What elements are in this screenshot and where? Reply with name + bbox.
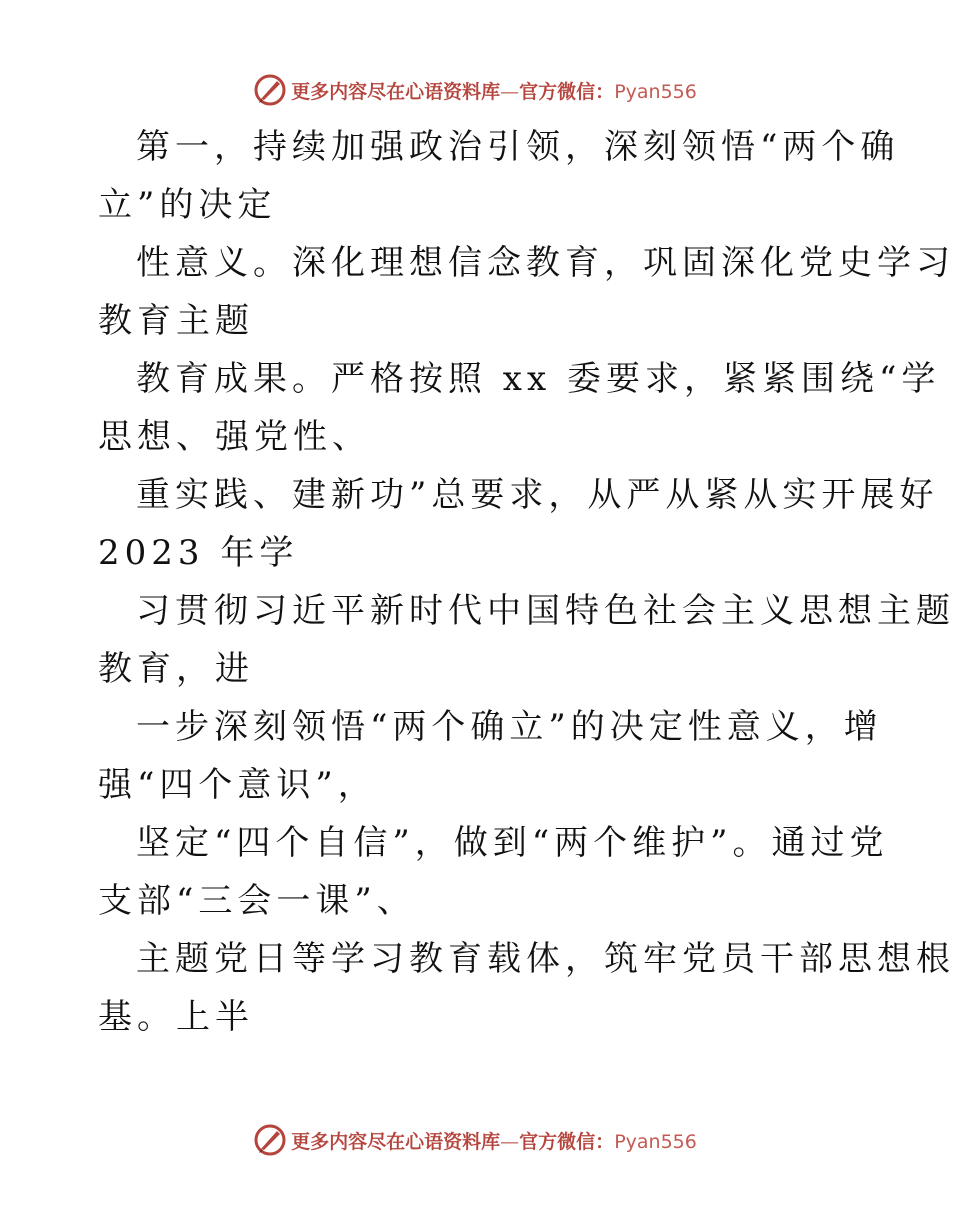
- quill-logo-icon: [253, 73, 287, 107]
- text-line: 2023 年学: [98, 533, 299, 573]
- text-line: 教育成果。严格按照 xx 委要求，紧紧围绕“学: [136, 359, 941, 399]
- watermark-account: Pyan556: [614, 80, 697, 103]
- text-line: 一步深刻领悟“两个确立”的决定性意义，增: [136, 707, 883, 747]
- watermark-site: 更多内容尽在心语资料库: [291, 80, 501, 103]
- text-line: 教育，进: [98, 649, 254, 689]
- text-line: 教育主题: [98, 301, 254, 341]
- header-watermark: [0, 70, 950, 110]
- footer-watermark: [0, 1120, 950, 1160]
- watermark-site: 更多内容尽在心语资料库: [291, 1130, 501, 1153]
- watermark-label: 官方微信：: [519, 1130, 615, 1153]
- watermark-separator: —: [500, 80, 520, 103]
- text-line: 第一，持续加强政治引领，深刻领悟“两个确: [136, 127, 900, 167]
- text-line: 坚定“四个自信”，做到“两个维护”。通过党: [136, 823, 889, 863]
- text-line: 支部“三会一课”、: [98, 881, 416, 921]
- document-body: [98, 118, 955, 1046]
- watermark-separator: —: [500, 1130, 520, 1153]
- text-line: 思想、强党性、: [98, 417, 371, 457]
- text-line: 强“四个意识”，: [98, 765, 377, 805]
- watermark-label: 官方微信：: [519, 80, 615, 103]
- watermark-text: [291, 1127, 697, 1154]
- text-line: 习贯彻习近平新时代中国特色社会主义思想主题: [136, 591, 955, 631]
- text-line: 基。上半: [98, 997, 254, 1037]
- watermark-account: Pyan556: [614, 1130, 697, 1153]
- quill-logo-icon: [253, 1123, 287, 1157]
- text-line: 性意义。深化理想信念教育，巩固深化党史学习: [136, 243, 955, 283]
- text-line: 重实践、建新功”总要求，从严从紧从实开展好: [136, 475, 939, 515]
- watermark-text: [291, 77, 697, 104]
- text-line: 主题党日等学习教育载体，筑牢党员干部思想根: [136, 939, 955, 979]
- text-line: 立”的决定: [98, 185, 277, 225]
